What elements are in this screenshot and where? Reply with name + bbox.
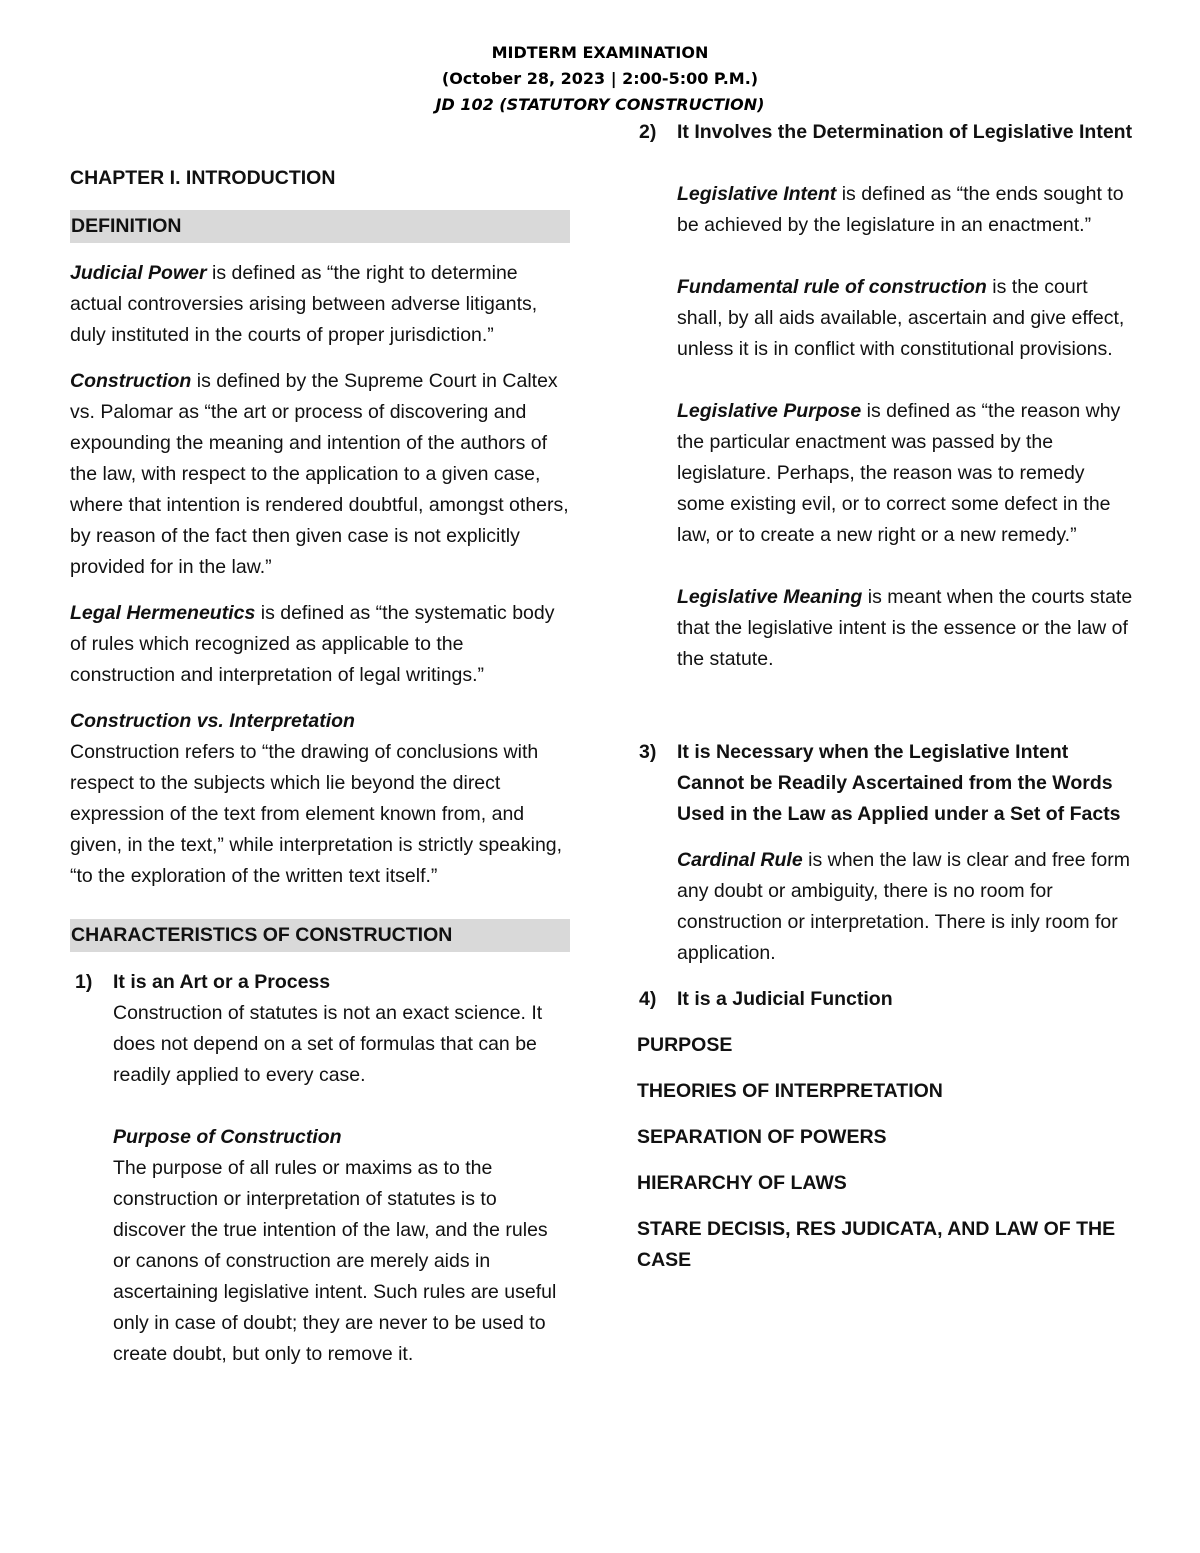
definition-text: is meant when the courts state that the legislative intent is the essence or the law of the statute. bbox=[677, 586, 1133, 670]
definition-legislative-meaning bbox=[677, 582, 1137, 675]
definition-text: is defined as “the right to determine actual controversies arising between adverse litigants, duly instituted in the courts of proper jurisdiction.” bbox=[70, 262, 538, 346]
term-legislative-intent: Legislative Intent bbox=[677, 183, 837, 205]
exam-title: MIDTERM EXAMINATION bbox=[491, 43, 709, 62]
topic-stare-decisis: STARE DECISIS, RES JUDICATA, AND LAW OF THE CASE bbox=[637, 1218, 1116, 1271]
definition-text: is the court shall, by all aids available, ascertain and give effect, unless it is in conflict with constitutional provisions. bbox=[677, 276, 1125, 360]
item-heading: It is an Art or a Process bbox=[113, 971, 331, 993]
definition-legislative-intent bbox=[677, 179, 1137, 241]
topic-theories-of-interpretation: THEORIES OF INTERPRETATION bbox=[637, 1080, 943, 1102]
item-heading: It Involves the Determination of Legislative Intent bbox=[677, 121, 1133, 143]
purpose-heading: Purpose of Construction bbox=[113, 1126, 342, 1148]
construction-vs-interpretation-text: Construction refers to “the drawing of conclusions with respect to the subjects which lie beyond the direct expression of the text from element known from, and given, in the text,” while interpretation is strictly speaking, “to the exploration of the written text itself.” bbox=[70, 741, 563, 887]
term-legislative-meaning: Legislative Meaning bbox=[677, 586, 863, 608]
characteristic-item-3 bbox=[637, 737, 1137, 969]
definition-judicial-power bbox=[70, 258, 570, 351]
definition-cardinal-rule bbox=[677, 845, 1137, 969]
term-cardinal-rule: Cardinal Rule bbox=[677, 849, 803, 871]
definition-text: is defined by the Supreme Court in Caltex vs. Palomar as “the art or process of discovering and expounding the meaning and intention of the authors of the law, with respect to the application to a given case, where that intention is rendered doubtful, amongst others, by reason of the fact then given case is not explicitly provided for in the law.” bbox=[70, 370, 569, 578]
item-heading: It is a Judicial Function bbox=[677, 988, 893, 1010]
exam-date: (October 28, 2023 | 2:00-5:00 P.M.) bbox=[441, 69, 759, 88]
characteristic-item-2 bbox=[637, 117, 1137, 675]
term-judicial-power: Judicial Power bbox=[70, 262, 207, 284]
definition-text: is when the law is clear and free form any doubt or ambiguity, there is no room for construction or interpretation. There is inly room for application. bbox=[677, 849, 1131, 964]
item-text: Construction of statutes is not an exact science. It does not depend on a set of formulas that can be readily applied to every case. bbox=[113, 1002, 543, 1086]
term-construction: Construction bbox=[70, 370, 192, 392]
definition-legislative-purpose bbox=[677, 396, 1137, 551]
item-number: 2) bbox=[639, 121, 657, 143]
item-number: 1) bbox=[75, 971, 93, 993]
purpose-text: The purpose of all rules or maxims as to the construction or interpretation of statutes is to discover the true intention of the law, and the rules or canons of construction are merely aids in ascertaining legislative intent. Such rules are useful only in case of doubt; they are never to be used to create doubt, but only to remove it. bbox=[113, 1157, 557, 1365]
term-legislative-purpose: Legislative Purpose bbox=[677, 400, 862, 422]
item-number: 3) bbox=[639, 741, 657, 763]
right-column bbox=[637, 117, 1137, 1291]
definition-fundamental-rule bbox=[677, 272, 1137, 365]
term-legal-hermeneutics: Legal Hermeneutics bbox=[70, 602, 256, 624]
topic-purpose: PURPOSE bbox=[637, 1034, 733, 1056]
topic-hierarchy-of-laws: HIERARCHY OF LAWS bbox=[637, 1172, 847, 1194]
definition-construction bbox=[70, 366, 570, 583]
construction-vs-interpretation-heading: Construction vs. Interpretation bbox=[70, 710, 355, 732]
characteristics-band: CHARACTERISTICS OF CONSTRUCTION bbox=[70, 919, 570, 952]
exam-header bbox=[0, 40, 1200, 118]
term-fundamental-rule: Fundamental rule of construction bbox=[677, 276, 987, 298]
definition-text: is defined as “the ends sought to be achieved by the legislature in an enactment.” bbox=[677, 183, 1124, 236]
topic-separation-of-powers: SEPARATION OF POWERS bbox=[637, 1126, 887, 1148]
characteristic-item-1 bbox=[70, 967, 570, 1370]
definition-text: is defined as “the systematic body of rules which recognized as applicable to the construction and interpretation of legal writings.” bbox=[70, 602, 555, 686]
course-title: JD 102 (STATUTORY CONSTRUCTION) bbox=[435, 95, 765, 114]
chapter-title: CHAPTER I. INTRODUCTION bbox=[70, 167, 336, 189]
left-column bbox=[70, 163, 570, 1370]
characteristic-item-4 bbox=[637, 984, 1137, 1015]
definition-legal-hermeneutics bbox=[70, 598, 570, 691]
item-number: 4) bbox=[639, 988, 657, 1010]
definition-text: is defined as “the reason why the particular enactment was passed by the legislature. Perhaps, the reason was to remedy some existing evil, or to correct some defect in the law, or to create a new right or a new remedy.” bbox=[677, 400, 1121, 546]
item-heading: It is Necessary when the Legislative Intent Cannot be Readily Ascertained from the Words Used in the Law as Applied under a Set of Facts bbox=[677, 741, 1121, 825]
definition-band: DEFINITION bbox=[70, 210, 570, 243]
